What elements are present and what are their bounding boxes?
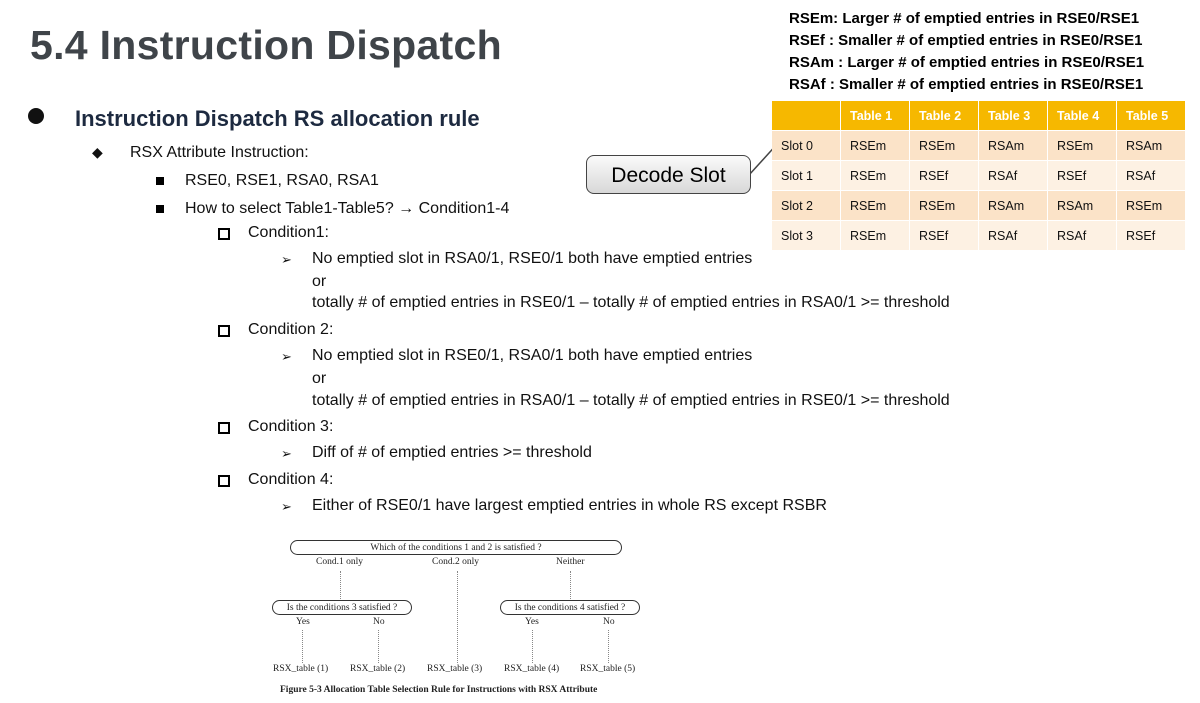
table-cell: Slot 3 [772,221,841,251]
table-cell: RSEm [910,191,979,221]
table-row [772,131,1186,161]
condition-label: Condition1: [248,224,329,241]
hollow-square-bullet-icon [218,422,230,434]
table-cell: RSAf [979,221,1048,251]
branch-label: Neither [556,557,585,567]
condition-text: Diff of # of emptied entries >= threshold [312,444,592,461]
arrow-bullet-icon: ➢ [281,349,292,364]
condition-text: No emptied slot in RSA0/1, RSE0/1 both have emptied entries [312,250,753,267]
condition-text: totally # of emptied entries in RSA0/1 – totally # of emptied entries in RSE0/1 >= threshold [312,392,950,409]
table-cell: RSEm [841,221,910,251]
table-cell: RSEm [841,191,910,221]
connector [302,630,303,663]
table-cell: Slot 2 [772,191,841,221]
table-header: Table 3 [979,101,1048,131]
top-question-box: Which of the conditions 1 and 2 is satisfied ? [290,540,622,555]
table-cell: RSEm [1117,191,1186,221]
table-cell: RSEf [1048,161,1117,191]
outcome-label: RSX_table (2) [350,664,406,674]
legend-line: RSAm : Larger # of emptied entries in RSE0/RSE1 [789,54,1145,71]
table-cell: RSEm [841,161,910,191]
table-cell: Slot 0 [772,131,841,161]
table-header: Table 4 [1048,101,1117,131]
table-cell: RSAf [1048,221,1117,251]
table-cell: RSEf [910,221,979,251]
outcome-label: RSX_table (5) [580,664,636,674]
table-row [772,161,1186,191]
outcome-label: RSX_table (1) [273,664,329,674]
table-cell: RSEm [910,131,979,161]
connector [378,630,379,663]
table-header: Table 5 [1117,101,1186,131]
condition3-question-box: Is the conditions 3 satisfied ? [272,600,412,615]
square-bullet-icon [156,205,164,213]
square-bullet-icon [156,177,164,185]
table-cell: RSEm [1048,131,1117,161]
table-cell: RSAm [1117,131,1186,161]
condition-label: Condition 3: [248,418,334,435]
page-title: 5.4 Instruction Dispatch [30,22,502,68]
diamond-bullet-icon: ◆ [92,144,103,160]
outcome-label: RSX_table (3) [427,664,483,674]
table-cell: RSAf [979,161,1048,191]
arrow-bullet-icon: ➢ [281,252,292,267]
table-cell: RSAm [979,191,1048,221]
outcome-label: RSX_table (4) [504,664,560,674]
no-label: No [373,617,385,627]
sub-heading: RSX Attribute Instruction: [130,144,309,161]
legend-line: RSEm: Larger # of emptied entries in RSE0/RSE1 [789,10,1140,27]
table-header [772,101,841,131]
hollow-square-bullet-icon [218,475,230,487]
decision-figure [260,535,660,700]
table-cell: RSEm [841,131,910,161]
bullet-dot-icon [28,108,44,124]
connector [570,571,571,599]
condition-text: or [312,370,327,387]
table-header: Table 1 [841,101,910,131]
legend-line: RSEf : Smaller # of emptied entries in RSE0/RSE1 [789,32,1143,49]
figure-caption: Figure 5-3 Allocation Table Selection Rule for Instructions with RSX Attribute [280,685,598,695]
condition-label: Condition 4: [248,471,334,488]
arrow-bullet-icon: ➢ [281,446,292,461]
table-cell: RSEf [1117,221,1186,251]
allocation-table [772,101,1186,251]
section-heading: Instruction Dispatch RS allocation rule [75,106,480,131]
decode-slot-callout: Decode Slot [586,155,751,194]
legend-line: RSAf : Smaller # of emptied entries in RSE0/RSE1 [789,76,1144,93]
condition4-question-box: Is the conditions 4 satisfied ? [500,600,640,615]
table-header: Table 2 [910,101,979,131]
condition-text: totally # of emptied entries in RSE0/1 – totally # of emptied entries in RSA0/1 >= threshold [312,294,950,311]
condition-label: Condition 2: [248,321,334,338]
connector [608,630,609,663]
branch-label: Cond.1 only [316,557,363,567]
condition-text: Either of RSE0/1 have largest emptied entries in whole RS except RSBR [312,497,827,514]
table-row [772,191,1186,221]
connector [457,571,458,663]
hollow-square-bullet-icon [218,228,230,240]
hollow-square-bullet-icon [218,325,230,337]
arrow-bullet-icon: ➢ [281,499,292,514]
table-cell: RSEf [910,161,979,191]
abbreviation-legend [789,8,1144,96]
list-item: RSE0, RSE1, RSA0, RSA1 [185,172,379,189]
table-cell: RSAm [979,131,1048,161]
condition-text: No emptied slot in RSE0/1, RSA0/1 both have emptied entries [312,347,753,364]
list-item: How to select Table1-Table5? → Condition1-4 [185,200,510,217]
connector [340,571,341,599]
yes-label: Yes [525,617,539,627]
yes-label: Yes [296,617,310,627]
connector [532,630,533,663]
condition-text: or [312,273,327,290]
branch-label: Cond.2 only [432,557,479,567]
table-cell: RSAm [1048,191,1117,221]
no-label: No [603,617,615,627]
table-cell: Slot 1 [772,161,841,191]
table-cell: RSAf [1117,161,1186,191]
table-row [772,221,1186,251]
